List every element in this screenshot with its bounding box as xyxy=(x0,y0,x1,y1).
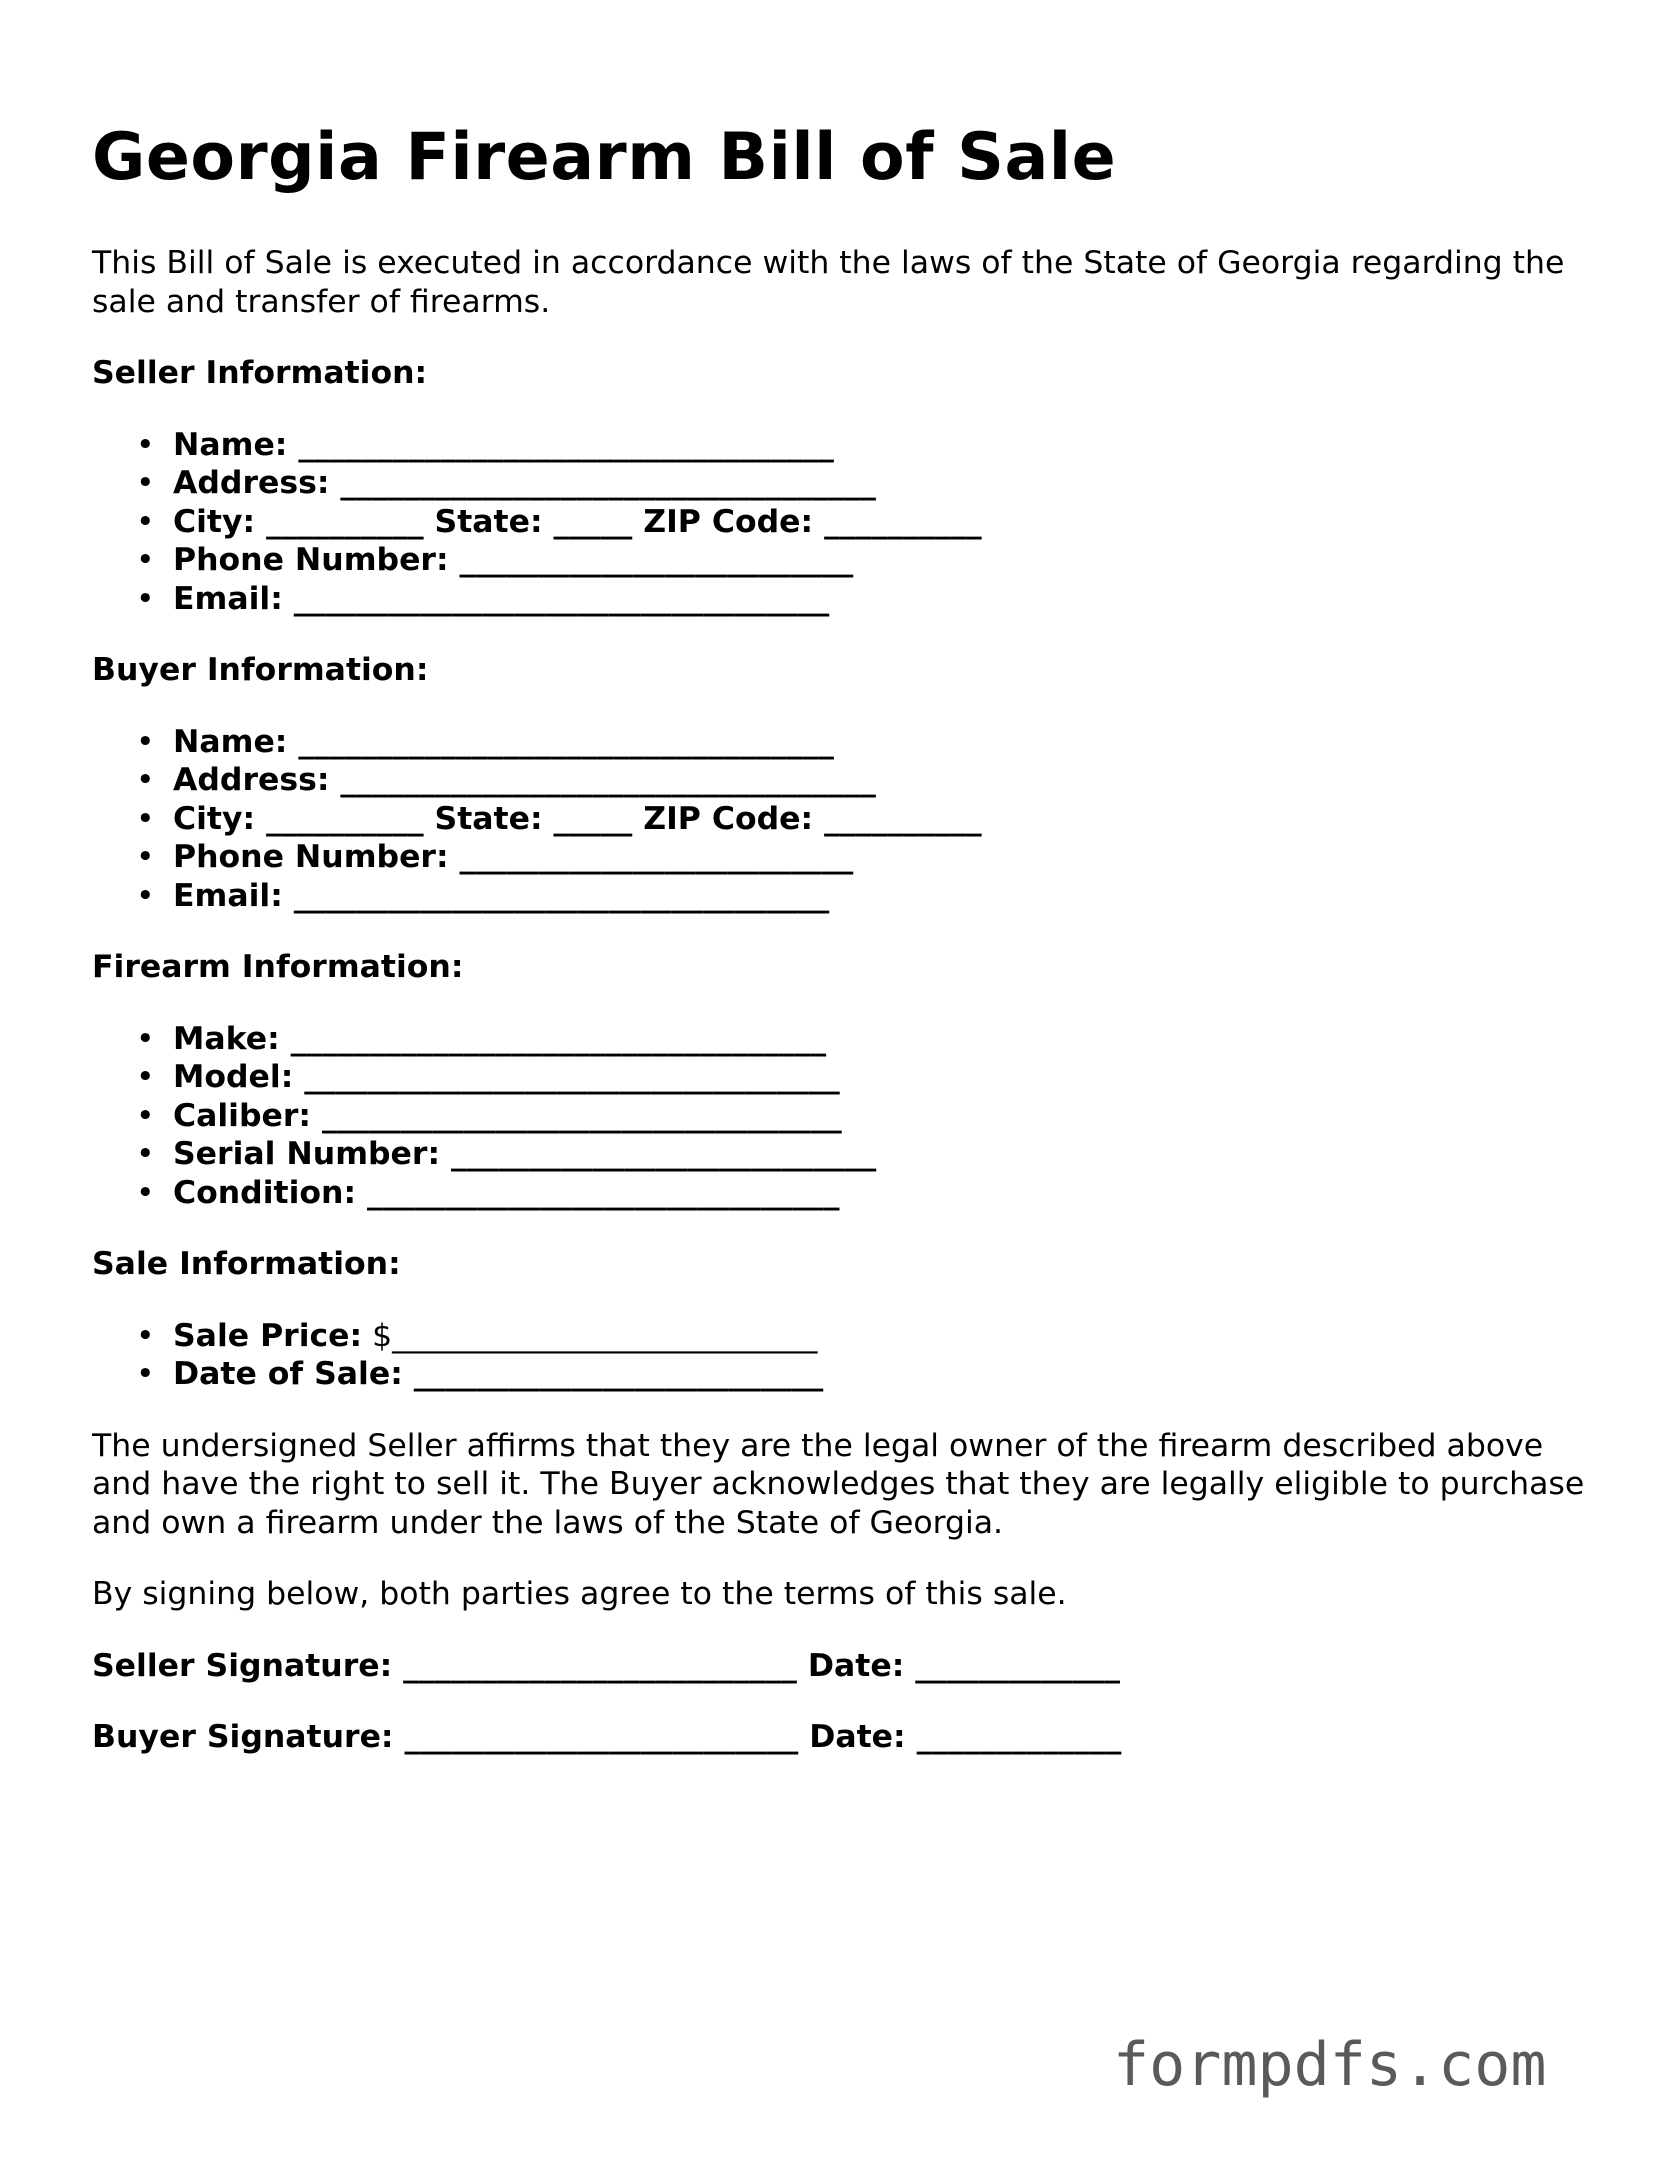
list-item xyxy=(92,541,1592,580)
buyer-fields xyxy=(92,723,1592,916)
sale-price-field[interactable]: $___________________________ xyxy=(362,1317,818,1354)
bullet-icon: • xyxy=(136,503,155,540)
sale-fields xyxy=(92,1317,1592,1394)
bullet-icon: • xyxy=(136,465,155,501)
bullet-icon: • xyxy=(136,1174,155,1211)
list-item xyxy=(92,800,1592,839)
buyer-city-state-zip-field[interactable]: City: __________ State: _____ ZIP Code: __________ xyxy=(173,800,982,837)
list-item xyxy=(92,877,1592,916)
firearm-condition-field[interactable]: Condition: ______________________________ xyxy=(173,1174,840,1211)
bullet-icon: • xyxy=(136,580,155,617)
list-item xyxy=(92,723,1592,762)
document-title: Georgia Firearm Bill of Sale xyxy=(92,120,1117,195)
buyer-phone-field[interactable]: Phone Number: _________________________ xyxy=(173,839,854,875)
affirmation-paragraph: The undersigned Seller affirms that they are the legal owner of the firearm described above and have the right to sell it. The Buyer acknowledges that they are legally eligible to purchase and own a firearm under the laws of the State of Georgia. xyxy=(92,1427,1585,1541)
seller-name-field[interactable]: Name: __________________________________ xyxy=(173,426,834,463)
bullet-icon: • xyxy=(136,877,155,914)
list-item xyxy=(92,1097,1592,1136)
bullet-icon: • xyxy=(136,1136,155,1172)
document-page xyxy=(92,118,1592,1790)
bullet-icon: • xyxy=(136,1317,155,1354)
list-item xyxy=(92,838,1592,877)
bullet-icon: • xyxy=(136,542,155,578)
bullet-icon: • xyxy=(136,839,155,875)
buyer-name-field[interactable]: Name: __________________________________ xyxy=(173,723,834,760)
sale-price-label: Sale Price: xyxy=(173,1317,363,1354)
agreement-paragraph: By signing below, both parties agree to the terms of this sale. xyxy=(92,1576,1067,1612)
bullet-icon: • xyxy=(136,762,155,798)
bullet-icon: • xyxy=(136,800,155,837)
list-item xyxy=(92,503,1592,542)
intro-paragraph: This Bill of Sale is executed in accordance with the laws of the State of Georgia regarding the sale and transfer of firearms. xyxy=(92,245,1565,320)
firearm-fields xyxy=(92,1020,1592,1213)
list-item xyxy=(92,580,1592,619)
seller-phone-field[interactable]: Phone Number: _________________________ xyxy=(173,542,854,578)
firearm-serial-field[interactable]: Serial Number: ___________________________ xyxy=(173,1136,877,1172)
seller-address-field[interactable]: Address: __________________________________ xyxy=(173,465,876,501)
firearm-caliber-field[interactable]: Caliber: _________________________________ xyxy=(173,1097,842,1134)
seller-email-field[interactable]: Email: __________________________________ xyxy=(173,580,830,617)
watermark: formpdfs.com xyxy=(1113,2030,1547,2100)
firearm-heading: Firearm Information: xyxy=(92,949,464,985)
bullet-icon: • xyxy=(136,426,155,463)
list-item xyxy=(92,1135,1592,1174)
list-item xyxy=(92,1317,1592,1356)
seller-fields xyxy=(92,426,1592,619)
bullet-icon: • xyxy=(136,1020,155,1057)
bullet-icon: • xyxy=(136,723,155,760)
firearm-make-field[interactable]: Make: __________________________________ xyxy=(173,1020,827,1057)
bullet-icon: • xyxy=(136,1059,155,1095)
list-item xyxy=(92,1355,1592,1394)
list-item xyxy=(92,464,1592,503)
list-item xyxy=(92,1174,1592,1213)
list-item xyxy=(92,1058,1592,1097)
seller-city-state-zip-field[interactable]: City: __________ State: _____ ZIP Code: __________ xyxy=(173,503,982,540)
buyer-email-field[interactable]: Email: __________________________________ xyxy=(173,877,830,914)
buyer-address-field[interactable]: Address: __________________________________ xyxy=(173,762,876,798)
list-item xyxy=(92,1020,1592,1059)
buyer-heading: Buyer Information: xyxy=(92,652,429,688)
bullet-icon: • xyxy=(136,1356,155,1392)
list-item xyxy=(92,761,1592,800)
bullet-icon: • xyxy=(136,1097,155,1134)
seller-heading: Seller Information: xyxy=(92,355,428,391)
list-item xyxy=(92,426,1592,465)
buyer-signature-line[interactable]: Buyer Signature: _________________________ Date: _____________ xyxy=(92,1719,1122,1755)
seller-signature-line[interactable]: Seller Signature: _________________________ Date: _____________ xyxy=(92,1647,1121,1684)
firearm-model-field[interactable]: Model: __________________________________ xyxy=(173,1059,840,1095)
sale-date-field[interactable]: Date of Sale: __________________________ xyxy=(173,1356,824,1392)
sale-heading: Sale Information: xyxy=(92,1246,401,1282)
